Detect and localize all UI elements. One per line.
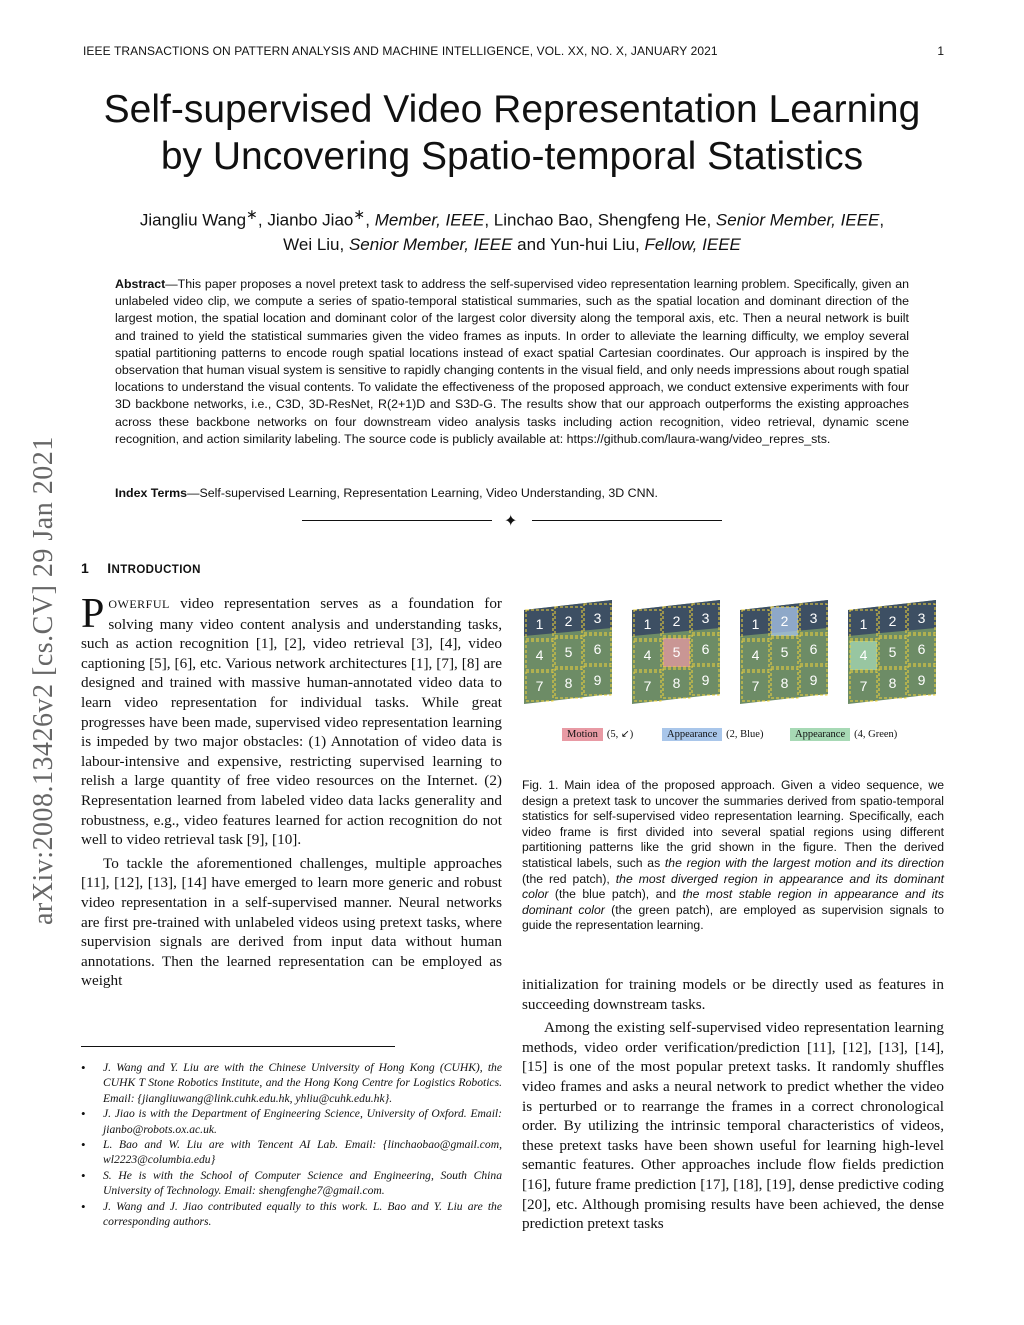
author-title: Fellow, IEEE xyxy=(644,234,741,254)
footnote: • J. Jiao is with the Department of Engineering Science, University of Oxford. Email: jianbo@robots.ox.ac.uk. xyxy=(81,1106,502,1137)
footnotes xyxy=(81,1060,502,1229)
grid-number: 1 xyxy=(751,616,760,632)
grid-number: 5 xyxy=(672,644,681,660)
legend-chip: Appearance xyxy=(790,728,850,741)
caption-emph: the region with the largest motion and its direction xyxy=(664,855,944,870)
grid-number: 8 xyxy=(780,675,789,691)
author-title: Member, IEEE xyxy=(374,210,485,230)
grid-number: 5 xyxy=(564,644,573,660)
paper-title xyxy=(60,86,964,180)
page-number: 1 xyxy=(937,44,944,58)
footnote: • L. Bao and W. Liu are with Tencent AI Lab. Email: {linchaobao@gmail.com, wl2223@columbia.edu} xyxy=(81,1137,502,1168)
caption-text: (the red patch), xyxy=(522,871,616,886)
grid-number: 2 xyxy=(888,613,897,629)
abstract-text: —This paper proposes a novel pretext task to address the self-supervised video representation learning problem. Specifically, given an unlabeled video clip, we compute a series of spatio-temporal statistical summaries, such as the spatial location and dominant direction of the largest motion, the spatial location and dominant color of the largest color diversity along the temporal axis, etc. Then a neural network is built and trained to yield the statistical summaries given the video frames as inputs. In order to alleviate the learning difficulty, we employ several spatial partitioning patterns to encode rough spatial locations instead of exact spatial Cartesian coordinates. Our approach is inspired by the observation that human visual system is sensitive to rapidly changing contents in the visual field, and only needs impressions about rough spatial locations to understand the visual contents. To validate the effectiveness of the proposed approach, we conduct extensive experiments with four 3D backbone networks, i.e., C3D, 3D-ResNet, R(2+1)D and S3D-G. The results show that our approach outperforms the existing approaches across these backbone networks on four downstream video analysis tasks including action recognition, video retrieval, dynamic scene recognition, and action similarity labeling. The source code is publicly available at: https://github.com/laura-wang/video_repres_sts. xyxy=(115,277,909,446)
paragraph-text: video representation serves as a foundation for solving many video content analysis and understanding tasks, such as action recognition [1], [2], video retrieval [3], [4], video captioning [5], [6], etc. Various network architectures [1], [7], [8] are designed and trained with massive human-annotated video data to learn video representation for individual tasks. While great progresses have been made, supervised video representation learning is impeded by two major obstacles: (1) Annotation of video data is labour-intensive and expensive, restricting supervised learning to relish a large quantity of free video resources on the Internet. (2) Representation learned from labeled video data lacks generality and robustness, e.g., video features learned for action recognition do not well to video retrieval task [9], [10]. xyxy=(81,595,502,849)
grid-number: 2 xyxy=(672,613,681,629)
legend-appearance-blue xyxy=(662,728,763,741)
abstract xyxy=(115,276,909,448)
index-terms xyxy=(115,486,909,500)
author-line-2: Wei Liu, Senior Member, IEEE and Yun-hui Liu, Fellow, IEEE xyxy=(283,234,741,254)
equal-contrib-mark: ∗ xyxy=(246,207,258,223)
arxiv-stamp[interactable]: arXiv:2008.13426v2 [cs.CV] 29 Jan 2021 xyxy=(28,436,59,925)
video-frame xyxy=(522,598,614,706)
legend-chip: Appearance xyxy=(662,728,722,741)
frame-grid-image xyxy=(846,598,938,706)
legend-motion xyxy=(562,728,633,741)
grid-number: 9 xyxy=(701,672,710,688)
grid-number: 9 xyxy=(917,672,926,688)
author: Jianbo Jiao xyxy=(267,210,354,230)
grid-number: 8 xyxy=(564,675,573,691)
title-line-1: Self-supervised Video Representation Learning xyxy=(103,88,921,131)
video-frame xyxy=(630,598,722,706)
figure-caption xyxy=(522,778,944,934)
footnote: • J. Wang and J. Jiao contributed equally to this work. L. Bao and Y. Liu are the corresponding authors. xyxy=(81,1199,502,1230)
author-title: Senior Member, IEEE xyxy=(715,210,880,230)
author-line-1: Jiangliu Wang∗, Jianbo Jiao∗, Member, IEEE, Linchao Bao, Shengfeng He, Senior Member, IEEE, xyxy=(139,207,885,230)
grid-number: 4 xyxy=(751,647,760,663)
footnote-rule xyxy=(81,1046,395,1047)
video-frame xyxy=(738,598,830,706)
grid-number: 6 xyxy=(701,641,710,657)
grid-number: 8 xyxy=(672,675,681,691)
author-title: Senior Member, IEEE xyxy=(348,234,513,254)
frame-grid-image xyxy=(738,598,830,706)
grid-number: 7 xyxy=(859,678,868,694)
index-terms-label: Index Terms xyxy=(115,486,188,500)
grid-number: 5 xyxy=(780,644,789,660)
grid-number: 7 xyxy=(643,678,652,694)
grid-number: 3 xyxy=(917,610,926,626)
left-column xyxy=(81,591,502,991)
index-terms-text: —Self-supervised Learning, Representation Learning, Video Understanding, 3D CNN. xyxy=(187,486,658,500)
grid-number: 6 xyxy=(809,641,818,657)
grid-number: 4 xyxy=(859,647,868,663)
caption-text: (the blue patch), and xyxy=(548,887,683,902)
author: Shengfeng He xyxy=(597,210,707,230)
author-list xyxy=(90,203,934,257)
legend-chip: Motion xyxy=(562,728,603,741)
grid-number: 7 xyxy=(535,678,544,694)
paragraph xyxy=(81,591,502,850)
equal-contrib-mark: ∗ xyxy=(353,207,366,223)
caption-text: Fig. 1. Main idea of the proposed approach. Given a video sequence, we design a pretext task to uncover the summaries derived from spatio-temporal statistics for self-supervised video representation learning. Specifically, each video frame is first divided into several spatial regions using different partitioning patterns like the grid shown in the figure. Then the derived statistical labels, such as xyxy=(522,778,944,870)
legend-value: (2, Blue) xyxy=(726,729,764,740)
grid-number: 2 xyxy=(780,613,789,629)
running-header: IEEE TRANSACTIONS ON PATTERN ANALYSIS AND MACHINE INTELLIGENCE, VOL. XX, NO. X, JANUARY 2021 xyxy=(83,44,718,58)
grid-number: 6 xyxy=(917,641,926,657)
grid-number: 3 xyxy=(701,610,710,626)
grid-number: 8 xyxy=(888,675,897,691)
video-frame xyxy=(846,598,938,706)
frame-grid-image xyxy=(522,598,614,706)
caption-text: (the green patch), are employed as supervision signals to guide the representation learning. xyxy=(522,902,944,933)
legend-value: (5, ↙) xyxy=(606,729,634,740)
lead-caps: OWERFUL xyxy=(108,597,170,611)
grid-number: 3 xyxy=(809,610,818,626)
legend-value: (4, Green) xyxy=(854,729,898,740)
grid-number: 1 xyxy=(643,616,652,632)
figure-1 xyxy=(520,598,946,758)
section-divider xyxy=(302,513,722,529)
legend-appearance-green xyxy=(790,728,897,741)
grid-number: 2 xyxy=(564,613,573,629)
footnote: • J. Wang and Y. Liu are with the Chinese University of Hong Kong (CUHK), the CUHK T Stone Robotics Institute, and the Hong Kong Centre for Logistics Robotics. Email: {jiangliuwang@link.cuhk.edu.hk, yhliu@cuhk.edu.hk}. xyxy=(81,1060,502,1106)
section-number: 1 xyxy=(81,560,90,576)
section-heading xyxy=(81,560,201,576)
grid-number: 6 xyxy=(593,641,602,657)
author: Jiangliu Wang xyxy=(139,210,247,230)
paragraph: Among the existing self-supervised video representation learning methods, video order verification/prediction [11], [12], [13], [14], [15] is one of the most popular pretext tasks. It randomly shuffles video frames and asks a neural network to predict whether the video is perturbed or to rearrange the frames in a correct chronological order. By utilizing the intrinsic temporal characteristics of videos, these pretext tasks have been shown useful for learning high-level semantic features. Other approaches include flow fields prediction [16], future frame prediction [17], [18], [19], dense predictive coding [20], etc. Although promising results have been achieved, the dense prediction pretext tasks xyxy=(522,1019,944,1233)
grid-number: 4 xyxy=(643,647,652,663)
caption-emph: the most stable region in appearance and its dominant color xyxy=(522,887,944,917)
conjunction: and xyxy=(517,234,546,254)
section-title-rest: NTRODUCTION xyxy=(111,564,201,576)
right-column xyxy=(522,975,944,1234)
grid-number: 1 xyxy=(859,616,868,632)
author: Linchao Bao xyxy=(493,210,589,230)
footnote: • S. He is with the School of Computer Science and Engineering, South China University of Technology. Email: shengfenghe7@gmail.com. xyxy=(81,1168,502,1199)
abstract-label: Abstract xyxy=(115,277,166,291)
author: Yun-hui Liu xyxy=(549,234,636,254)
author: Wei Liu xyxy=(283,234,340,254)
paragraph: To tackle the aforementioned challenges, multiple approaches [11], [12], [13], [14] have emerged to learn more generic and robust video representation in a self-supervised manner. Neural networks are first pre-trained with unlabeled videos using pretext tasks, where supervision signals are derived from input data without human annotations. Then the learned representation can be employed as weight xyxy=(81,854,502,990)
frame-grid-image xyxy=(630,598,722,706)
grid-number: 9 xyxy=(809,672,818,688)
grid-number: 5 xyxy=(888,644,897,660)
grid-number: 9 xyxy=(593,672,602,688)
divider-star-icon: ✦ xyxy=(504,513,518,530)
paragraph: initialization for training models or be directly used as features in succeeding downstream tasks. xyxy=(522,976,944,1013)
title-line-2: by Uncovering Spatio-temporal Statistics xyxy=(160,135,864,178)
grid-number: 3 xyxy=(593,610,602,626)
section-title-initial: I xyxy=(107,560,112,576)
grid-number: 4 xyxy=(535,647,544,663)
dropcap: P xyxy=(81,591,105,637)
caption-emph: the most diverged region in appearance and its dominant color xyxy=(522,871,944,902)
grid-number: 1 xyxy=(535,616,544,632)
grid-number: 7 xyxy=(751,678,760,694)
